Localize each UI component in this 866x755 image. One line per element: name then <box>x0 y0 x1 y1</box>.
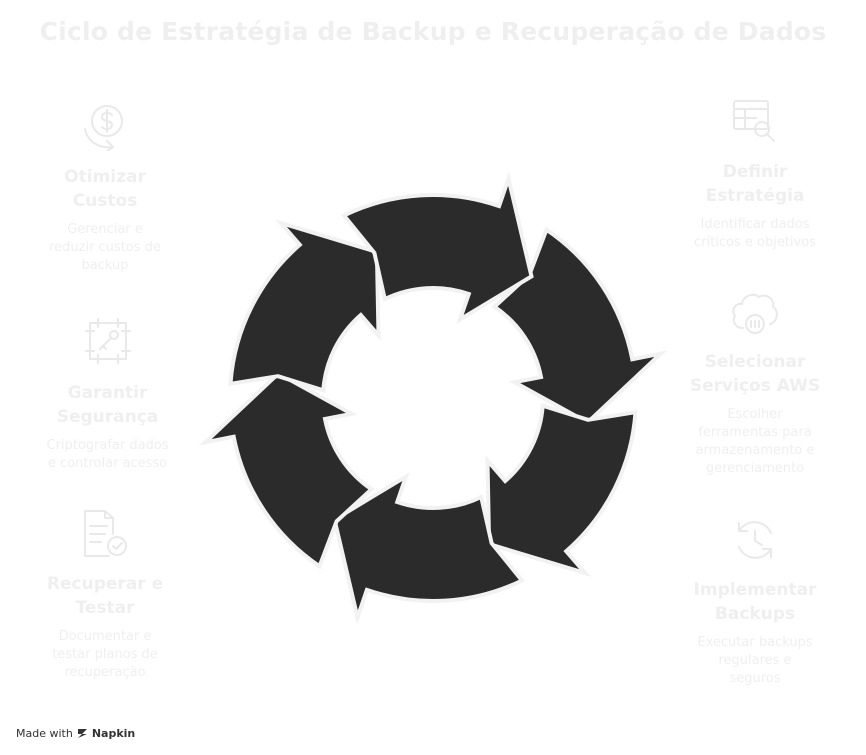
step-title-line: Implementar <box>693 580 817 600</box>
step-title-line: Testar <box>75 598 135 618</box>
step-title-line: Custos <box>72 191 138 211</box>
step-description-line: seguros <box>729 671 781 686</box>
step-description-line: Escolher <box>727 407 783 422</box>
napkin-brand-label: Napkin <box>91 727 136 740</box>
step-title-line: Selecionar <box>704 352 806 372</box>
step-description-line: backup <box>81 258 129 273</box>
step-description-line: Identificar dados <box>700 217 810 232</box>
step-description-line: Executar backups <box>697 635 813 650</box>
arrow-garantir <box>231 223 379 390</box>
step-description-line: críticos e objetivos <box>694 235 816 250</box>
step-title-line: Garantir <box>67 383 148 403</box>
step-description-line: Documentar e <box>58 629 152 644</box>
step-description-line: testar planos de <box>52 647 158 662</box>
page-title: Ciclo de Estratégia de Backup e Recuperação de Dados <box>39 17 827 46</box>
step-description-line: armazenamento e <box>695 443 815 458</box>
made-with-label: Made with <box>16 727 73 740</box>
step-description-line: regulares e <box>718 653 792 668</box>
step-title-line: Definir <box>722 162 788 182</box>
step-title-line: Serviços AWS <box>689 376 821 396</box>
step-description-line: Gerenciar e <box>67 222 143 237</box>
step-description-line: e controlar acesso <box>47 456 168 471</box>
step-title-line: Backups <box>714 604 796 624</box>
arrow-selecionar <box>488 406 636 573</box>
step-title-line: Recuperar e <box>46 574 164 594</box>
step-description-line: ferramentas para <box>698 425 812 440</box>
step-description-line: Criptografar dados <box>46 438 169 453</box>
step-description-line: gerenciamento <box>705 461 805 476</box>
step-description-line: reduzir custos de <box>49 240 161 255</box>
footer <box>16 727 135 740</box>
step-title-line: Otimizar <box>64 167 146 187</box>
napkin-logo-icon <box>77 728 88 739</box>
step-description-line: recuperação <box>64 665 146 680</box>
step-title-line: Estratégia <box>705 186 805 206</box>
step-title-line: Segurança <box>56 407 159 427</box>
